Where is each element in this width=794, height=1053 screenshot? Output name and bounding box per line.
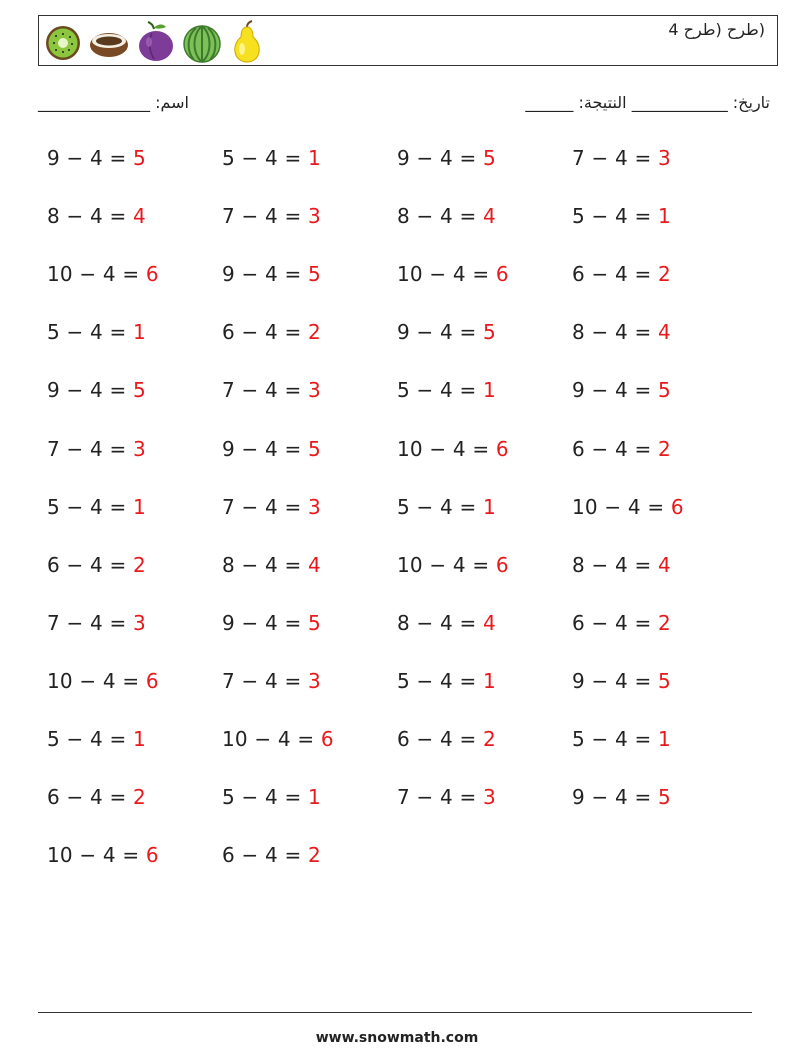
- coconut-icon: [88, 19, 130, 63]
- problem-item: [222, 437, 321, 461]
- problem-item: [47, 437, 146, 461]
- problem-question: 5 − 4 =: [397, 494, 483, 519]
- problem-answer: 4: [133, 204, 146, 229]
- problem-answer: 1: [483, 378, 496, 403]
- problem-item: [222, 611, 321, 635]
- problem-question: 6 − 4 =: [47, 552, 133, 577]
- problem-answer: 3: [308, 378, 321, 403]
- problem-question: 6 − 4 =: [572, 436, 658, 461]
- problem-question: 5 − 4 =: [47, 320, 133, 345]
- problem-item: [397, 553, 509, 577]
- problem-item: [222, 843, 321, 867]
- problem-item: [47, 495, 146, 519]
- problem-item: [47, 611, 146, 635]
- problem-answer: 1: [133, 494, 146, 519]
- problem-item: [47, 553, 146, 577]
- problem-answer: 4: [483, 610, 496, 635]
- problem-question: 5 − 4 =: [222, 785, 308, 810]
- problem-question: 9 − 4 =: [397, 320, 483, 345]
- problem-item: [572, 437, 671, 461]
- watermelon-icon: [182, 19, 222, 63]
- problem-item: [397, 727, 496, 751]
- problem-answer: 4: [308, 552, 321, 577]
- problem-question: 6 − 4 =: [572, 262, 658, 287]
- problem-answer: 3: [308, 668, 321, 693]
- problem-question: 5 − 4 =: [222, 146, 308, 170]
- problem-item: [572, 204, 671, 228]
- problem-question: 9 − 4 =: [47, 378, 133, 403]
- problem-answer: 3: [308, 494, 321, 519]
- problem-answer: 3: [483, 785, 496, 810]
- problem-item: [572, 495, 684, 519]
- problem-answer: 2: [658, 436, 671, 461]
- problem-answer: 1: [308, 785, 321, 810]
- problem-item: [397, 495, 496, 519]
- problem-question: 5 − 4 =: [47, 727, 133, 751]
- problem-question: 7 − 4 =: [222, 494, 308, 519]
- problem-item: [397, 320, 496, 344]
- problem-item: [397, 204, 496, 228]
- problem-question: 10 − 4 =: [397, 552, 496, 577]
- problem-answer: 5: [658, 378, 671, 403]
- problem-question: 9 − 4 =: [222, 436, 308, 461]
- problem-answer: 6: [495, 262, 509, 287]
- problem-item: [397, 146, 496, 170]
- problem-question: 5 − 4 =: [47, 494, 133, 519]
- problem-answer: 1: [483, 668, 496, 693]
- problem-item: [222, 495, 321, 519]
- problem-question: 9 − 4 =: [572, 668, 658, 693]
- problem-question: 8 − 4 =: [572, 320, 658, 345]
- problem-question: 9 − 4 =: [222, 610, 308, 635]
- problem-answer: 3: [133, 610, 146, 635]
- problem-question: 6 − 4 =: [572, 610, 658, 635]
- problem-item: [572, 320, 671, 344]
- problem-answer: 1: [308, 146, 321, 170]
- problem-answer: 5: [133, 146, 146, 170]
- problem-question: 7 − 4 =: [572, 146, 658, 170]
- problem-question: 7 − 4 =: [47, 610, 133, 635]
- problem-question: 10 − 4 =: [47, 843, 146, 868]
- problem-item: [47, 785, 146, 809]
- problem-answer: 2: [308, 843, 321, 868]
- problem-answer: 2: [133, 552, 146, 577]
- worksheet-title: (طرح (طرح 4: [668, 20, 765, 39]
- problem-answer: 2: [658, 262, 671, 287]
- problem-question: 10 − 4 =: [47, 262, 146, 287]
- problem-answer: 1: [133, 727, 146, 751]
- problem-question: 6 − 4 =: [222, 320, 308, 345]
- problem-answer: 3: [308, 204, 321, 229]
- problem-question: 7 − 4 =: [47, 436, 133, 461]
- problem-answer: 6: [495, 436, 509, 461]
- problem-item: [397, 378, 496, 402]
- problem-item: [572, 611, 671, 635]
- footer-url: www.snowmath.com: [315, 1030, 479, 1046]
- problem-question: 6 − 4 =: [222, 843, 308, 868]
- problem-item: [222, 553, 321, 577]
- problem-item: [222, 785, 321, 809]
- problem-item: [222, 669, 321, 693]
- problem-answer: 4: [483, 204, 496, 229]
- problem-question: 8 − 4 =: [572, 552, 658, 577]
- problem-question: 10 − 4 =: [572, 494, 671, 519]
- problem-item: [572, 669, 671, 693]
- problem-item: [572, 146, 671, 170]
- problem-question: 8 − 4 =: [397, 610, 483, 635]
- problem-question: 8 − 4 =: [397, 204, 483, 229]
- problem-question: 10 − 4 =: [397, 436, 496, 461]
- problem-item: [397, 785, 496, 809]
- problem-answer: 6: [145, 843, 159, 868]
- name-field: اسم: ______________: [38, 93, 189, 112]
- problem-question: 6 − 4 =: [47, 785, 133, 810]
- problem-answer: 5: [133, 378, 146, 403]
- problem-item: [47, 727, 146, 751]
- problem-question: 9 − 4 =: [397, 146, 483, 170]
- problem-item: [222, 727, 334, 751]
- problem-answer: 4: [658, 552, 671, 577]
- problem-answer: 2: [483, 727, 496, 751]
- problem-item: [397, 611, 496, 635]
- problem-item: [572, 727, 671, 751]
- problem-answer: 1: [133, 320, 146, 345]
- header-box: [38, 15, 778, 66]
- problem-answer: 6: [145, 262, 159, 287]
- problem-answer: 6: [495, 552, 509, 577]
- problem-item: [222, 378, 321, 402]
- problem-question: 7 − 4 =: [222, 668, 308, 693]
- problem-item: [47, 204, 146, 228]
- problem-item: [572, 785, 671, 809]
- problem-answer: 5: [658, 668, 671, 693]
- kiwi-icon: [43, 19, 83, 63]
- problem-question: 7 − 4 =: [222, 378, 308, 403]
- problem-answer: 5: [658, 785, 671, 810]
- problem-item: [222, 320, 321, 344]
- problem-item: [47, 378, 146, 402]
- problem-question: 7 − 4 =: [397, 785, 483, 810]
- problem-question: 9 − 4 =: [572, 785, 658, 810]
- pear-icon: [230, 19, 264, 63]
- problem-question: 9 − 4 =: [222, 262, 308, 287]
- problem-answer: 5: [483, 146, 496, 170]
- problem-question: 10 − 4 =: [222, 727, 321, 751]
- problem-answer: 1: [658, 727, 671, 751]
- problem-question: 9 − 4 =: [572, 378, 658, 403]
- problem-item: [47, 262, 159, 286]
- problem-answer: 1: [483, 494, 496, 519]
- problem-question: 10 − 4 =: [397, 262, 496, 287]
- problem-item: [47, 669, 159, 693]
- problem-answer: 3: [133, 436, 146, 461]
- problem-item: [397, 262, 509, 286]
- problem-question: 5 − 4 =: [397, 378, 483, 403]
- problem-question: 8 − 4 =: [222, 552, 308, 577]
- problem-item: [222, 262, 321, 286]
- problem-answer: 5: [308, 610, 321, 635]
- problem-question: 6 − 4 =: [397, 727, 483, 751]
- problem-answer: 5: [308, 262, 321, 287]
- problem-answer: 6: [145, 668, 159, 693]
- footer-divider: [38, 1012, 752, 1013]
- problem-answer: 6: [320, 727, 334, 751]
- problem-item: [397, 669, 496, 693]
- problem-question: 5 − 4 =: [572, 204, 658, 229]
- problem-item: [397, 437, 509, 461]
- plum-icon: [136, 19, 176, 63]
- problem-item: [572, 553, 671, 577]
- problem-question: 9 − 4 =: [47, 146, 133, 170]
- problem-item: [222, 146, 321, 170]
- problem-answer: 2: [308, 320, 321, 345]
- problem-answer: 2: [658, 610, 671, 635]
- problem-answer: 5: [483, 320, 496, 345]
- problem-question: 10 − 4 =: [47, 668, 146, 693]
- problem-item: [572, 378, 671, 402]
- problem-item: [47, 146, 146, 170]
- problem-answer: 3: [658, 146, 671, 170]
- problem-question: 8 − 4 =: [47, 204, 133, 229]
- date-score-field: ______ :تاريخ: ____________ النتيجة: [525, 93, 770, 112]
- problem-answer: 6: [670, 494, 684, 519]
- problem-question: 5 − 4 =: [397, 668, 483, 693]
- problem-question: 5 − 4 =: [572, 727, 658, 751]
- problem-item: [572, 262, 671, 286]
- problem-question: 7 − 4 =: [222, 204, 308, 229]
- problem-answer: 5: [308, 436, 321, 461]
- problem-item: [47, 843, 159, 867]
- problem-answer: 2: [133, 785, 146, 810]
- problem-item: [222, 204, 321, 228]
- problem-answer: 4: [658, 320, 671, 345]
- problem-answer: 1: [658, 204, 671, 229]
- problem-item: [47, 320, 146, 344]
